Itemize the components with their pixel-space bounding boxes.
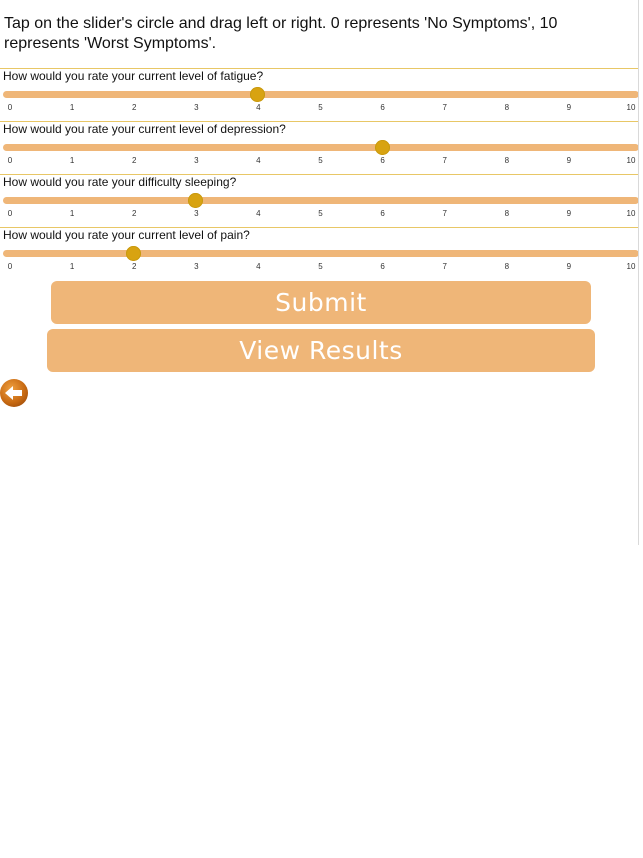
back-button[interactable] xyxy=(0,379,28,407)
tick-label: 4 xyxy=(256,209,261,218)
question-pain xyxy=(0,227,640,280)
instructions-text: Tap on the slider's circle and drag left or right. 0 represents 'No Symptoms', 10 represents 'Worst Symptoms'. xyxy=(4,15,558,52)
tick-label: 9 xyxy=(566,103,572,112)
tick-label: 7 xyxy=(442,103,447,112)
tick-label: 5 xyxy=(318,209,323,218)
tick-label: 7 xyxy=(442,209,447,218)
tick-label: 0 xyxy=(7,262,13,271)
question-label: How would you rate your difficulty sleeping? xyxy=(3,175,237,189)
tick-label: 7 xyxy=(442,156,447,165)
tick-label: 9 xyxy=(566,262,572,271)
question-label: How would you rate your current level of pain? xyxy=(3,228,250,242)
tick-label: 7 xyxy=(442,262,447,271)
tick-label: 1 xyxy=(69,103,75,112)
tick-label: 9 xyxy=(566,209,572,218)
tick-label: 8 xyxy=(504,262,510,271)
tick-label: 6 xyxy=(380,262,385,271)
question-depression xyxy=(0,121,640,174)
tick-label: 3 xyxy=(194,262,199,271)
tick-label: 9 xyxy=(566,156,572,165)
tick-label: 0 xyxy=(7,103,13,112)
tick-label: 5 xyxy=(318,262,323,271)
tick-label: 3 xyxy=(194,156,199,165)
depression-slider-track[interactable] xyxy=(3,144,639,151)
question-sleeping xyxy=(0,174,640,227)
tick-label: 10 xyxy=(626,156,636,165)
arrow-left-icon xyxy=(0,379,28,407)
pain-slider-track[interactable] xyxy=(3,250,639,257)
question-label: How would you rate your current level of fatigue? xyxy=(3,69,264,83)
scrollbar-edge xyxy=(638,0,639,545)
tick-label: 1 xyxy=(69,156,75,165)
tick-label: 3 xyxy=(194,209,199,218)
tick-label: 8 xyxy=(504,209,510,218)
pain-slider-thumb[interactable] xyxy=(126,246,141,261)
tick-label: 3 xyxy=(194,103,199,112)
tick-label: 10 xyxy=(626,103,636,112)
tick-label: 2 xyxy=(131,209,137,218)
question-fatigue xyxy=(0,68,640,121)
tick-label: 5 xyxy=(318,156,323,165)
view-results-button[interactable]: View Results xyxy=(47,329,595,372)
tick-label: 10 xyxy=(626,209,636,218)
tick-label: 1 xyxy=(69,262,75,271)
tick-label: 6 xyxy=(380,156,385,165)
tick-label: 0 xyxy=(7,209,13,218)
tick-label: 0 xyxy=(7,156,13,165)
tick-label: 4 xyxy=(256,262,261,271)
submit-button[interactable]: Submit xyxy=(51,281,591,324)
fatigue-slider-track[interactable] xyxy=(3,91,639,98)
tick-label: 6 xyxy=(380,103,385,112)
tick-label: 2 xyxy=(131,262,137,271)
tick-label: 10 xyxy=(626,262,636,271)
tick-label: 6 xyxy=(380,209,385,218)
tick-label: 4 xyxy=(256,103,261,112)
tick-label: 2 xyxy=(131,103,137,112)
tick-label: 8 xyxy=(504,103,510,112)
fatigue-slider-thumb[interactable] xyxy=(250,87,265,102)
tick-label: 4 xyxy=(256,156,261,165)
tick-label: 5 xyxy=(318,103,323,112)
tick-label: 8 xyxy=(504,156,510,165)
sleeping-slider-thumb[interactable] xyxy=(188,193,203,208)
tick-label: 2 xyxy=(131,156,137,165)
tick-label: 1 xyxy=(69,209,75,218)
depression-slider-thumb[interactable] xyxy=(375,140,390,155)
sleeping-slider-track[interactable] xyxy=(3,197,639,204)
question-label: How would you rate your current level of depression? xyxy=(3,122,286,136)
